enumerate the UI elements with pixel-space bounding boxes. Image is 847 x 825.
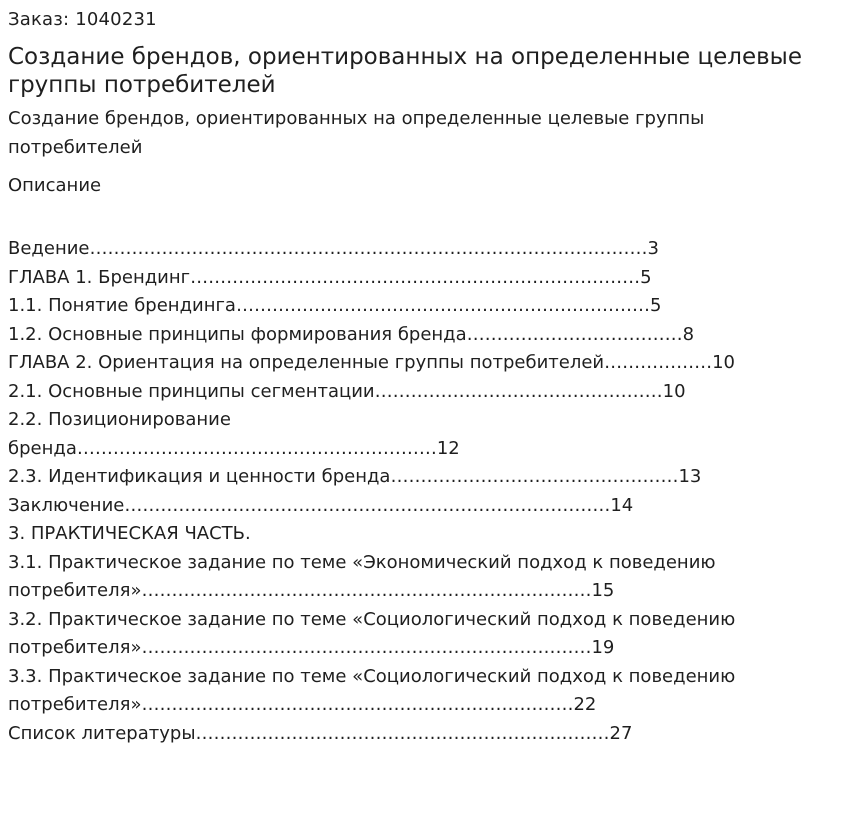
toc-entry: 1.1. Понятие брендинга……………………………………………………………5 [8, 295, 662, 316]
table-of-contents [8, 235, 847, 748]
toc-entry: Ведение…………………………………………………………………………………3 [8, 238, 659, 259]
toc-entry: ГЛАВА 2. Ориентация на определенные группы потребителей………………10 [8, 352, 736, 373]
toc-entry: 2.1. Основные принципы сегментации…………………………………………10 [8, 380, 686, 402]
toc-entry: Заключение………………………………………………………………………14 [8, 494, 634, 516]
toc-entry: 1.2. Основные принципы формирования бренда………………………………8 [8, 323, 695, 345]
toc-entry: 2.2. Позиционирование [8, 409, 231, 430]
toc-entry: 2.3. Идентификация и ценности бренда…………………………………………13 [8, 466, 702, 487]
toc-entry: 3.3. Практическое задание по теме «Социологический подход к поведению [8, 665, 736, 687]
toc-entry: 3.2. Практическое задание по теме «Социологический подход к поведению [8, 608, 736, 630]
page-subtitle: Создание брендов, ориентированных на определенные целевые группы потребителей [8, 108, 705, 158]
toc-entry: потребителя»…………………………………………………………………15 [8, 580, 615, 601]
toc-entry: бренда……………………………………………………12 [8, 437, 460, 459]
toc-entry: Список литературы……………………………………………………………27 [8, 722, 633, 744]
toc-entry: потребителя»………………………………………………………………22 [8, 694, 597, 715]
toc-entry: потребителя»…………………………………………………………………19 [8, 637, 615, 658]
order-number: Заказ: 1040231 [8, 9, 157, 30]
page-title: Создание брендов, ориентированных на определенные целевые группы потребителей [8, 44, 802, 98]
toc-entry: 3.1. Практическое задание по теме «Экономический подход к поведению [8, 551, 716, 573]
description-heading: Описание [8, 175, 102, 196]
toc-entry: ГЛАВА 1. Брендинг…………………………………………………………………5 [8, 266, 652, 288]
toc-entry: 3. ПРАКТИЧЕСКАЯ ЧАСТЬ. [8, 523, 251, 544]
